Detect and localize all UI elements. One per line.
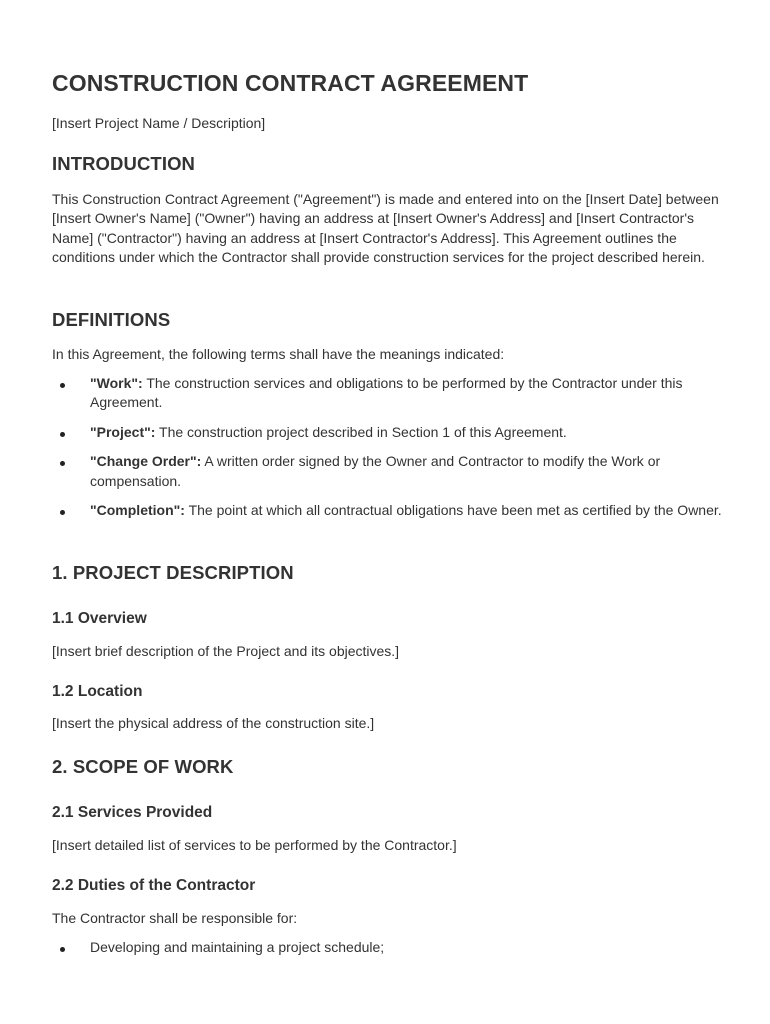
location-heading: 1.2 Location [52,683,143,700]
definition-text: The point at which all contractual obligations have been met as certified by the Owner. [184,502,722,519]
duty-text: Developing and maintaining a project schedule; [90,939,385,955]
bullet-icon [60,432,65,437]
definition-item-project [52,423,722,442]
definition-term: "Completion": [90,502,185,519]
definition-item-change-order [52,452,722,491]
definitions-heading: DEFINITIONS [52,309,171,330]
bullet-icon [60,461,65,466]
project-name-placeholder: [Insert Project Name / Description] [52,115,266,131]
services-placeholder: [Insert detailed list of services to be performed by the Contractor.] [52,837,457,853]
document-title: CONSTRUCTION CONTRACT AGREEMENT [52,70,529,96]
location-placeholder: [Insert the physical address of the construction site.] [52,715,375,731]
overview-heading: 1.1 Overview [52,610,147,627]
definition-item-work [52,374,722,413]
overview-placeholder: [Insert brief description of the Project and its objectives.] [52,643,400,659]
duties-heading: 2.2 Duties of the Contractor [52,877,256,894]
definition-item-completion [52,501,722,520]
duties-intro: The Contractor shall be responsible for: [52,910,298,926]
project-description-heading: 1. PROJECT DESCRIPTION [52,562,294,583]
introduction-heading: INTRODUCTION [52,153,196,174]
duties-list [52,938,722,967]
bullet-icon [60,947,65,952]
bullet-icon [60,510,65,515]
bullet-icon [60,383,65,388]
definition-term: "Work": [90,375,143,391]
duty-item [52,938,722,957]
definition-term: "Change Order": [90,453,202,470]
definitions-intro: In this Agreement, the following terms shall have the meanings indicated: [52,346,505,362]
introduction-paragraph: This Construction Contract Agreement ("Agreement") is made and entered into on the [Insert Date] between [Insert Owner's Name] ("Owner") having an address at [Insert Owner's Address] and [Insert Contractor's Name] ("Contractor") having an address at [Insert Contractor's Address]. This Agreement outlines the conditions under which the Contractor shall provide construction services for the project described herein. [52,191,719,266]
definition-text: The construction services and obligations to be performed by the Contractor under this Agreement. [90,375,683,411]
definition-term: "Project": [90,423,156,440]
definitions-list [52,374,722,530]
definition-text: A written order signed by the Owner and Contractor to modify the Work or compensation. [90,453,661,489]
services-provided-heading: 2.1 Services Provided [52,804,213,821]
definition-text: The construction project described in Section 1 of this Agreement. [155,423,567,440]
scope-of-work-heading: 2. SCOPE OF WORK [52,756,234,777]
